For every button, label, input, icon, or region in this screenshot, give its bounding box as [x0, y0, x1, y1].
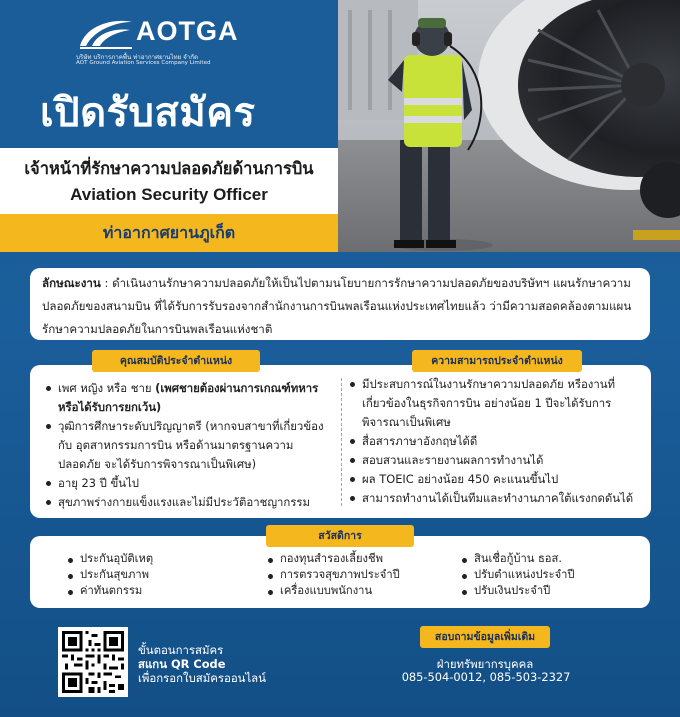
benefits-heading: สวัสดิการ — [266, 525, 414, 547]
brand-subtitle-th: บริษัท บริการภาคพื้น ท่าอากาศยานไทย จำกัด — [76, 54, 199, 61]
officer-photo — [338, 0, 680, 252]
qualifications-card — [30, 365, 340, 518]
aotga-logo-icon — [76, 16, 134, 50]
description-text: : ดำเนินงานรักษาความปลอดภัยให้เป็นไปตามนโยบายการรักษาความปลอดภัยของบริษัทฯ แผนรักษาความปลอดภัยของสนามบิน ที่ได้รับการรับรองจากสำนักงานการบินพลเรือนแห่งประเทศไทยแล้ว ว่ามีความสอดคล้องตามแผนรักษาความปลอดภัยในการบินพลเรือนแห่งชาติ — [42, 276, 632, 336]
contact-heading: สอบถามข้อมูลเพิ่มเติม — [420, 626, 550, 648]
position-title-en: Aviation Security Officer — [70, 185, 268, 204]
apply-instructions — [138, 643, 266, 685]
list-item: ค่าทันตกรรม — [58, 583, 153, 599]
header-panel — [0, 0, 338, 252]
benefits-column-1 — [58, 551, 153, 599]
benefits-column-3 — [452, 551, 575, 599]
list-item: มีประสบการณ์ในงานรักษาความปลอดภัย หรืองานที่เกี่ยวข้องในธุรกิจการบิน อย่างน้อย 1 ปีจะได้รับการพิจารณาเป็นพิเศษ — [340, 375, 651, 432]
brand-subtitle-en: AOT Ground Aviation Services Company Limited — [76, 60, 211, 66]
qr-code[interactable] — [58, 627, 128, 697]
qualifications-list — [36, 379, 336, 512]
list-item: อายุ 23 ปี ขึ้นไป — [36, 474, 336, 493]
contact-phone-numbers[interactable]: 085-504-0012, 085-503-2327 — [401, 670, 571, 684]
apply-step-label: ขั้นตอนการสมัคร — [138, 643, 224, 657]
airport-scene-illustration — [338, 0, 680, 252]
list-item: ปรับตำแหน่งประจำปี — [452, 567, 575, 583]
list-item: วุฒิการศึกษาระดับปริญญาตรี (หากจบสาขาที่เกี่ยวข้องกับ อุตสาหกรรมการบิน หรือด้านมาตรฐานความปลอดภัย จะได้รับการพิจารณาเป็นพิเศษ) — [36, 417, 336, 474]
competencies-heading: ความสามารถประจำตำแหน่ง — [412, 350, 582, 372]
list-item: เพศ หญิง หรือ ชาย (เพศชายต้องผ่านการเกณฑ์ทหารหรือได้รับการยกเว้น) — [36, 379, 336, 417]
list-item: สื่อสารภาษาอังกฤษได้ดี — [340, 432, 651, 451]
list-item: การตรวจสุขภาพประจำปี — [258, 567, 400, 583]
column-divider — [341, 378, 342, 506]
list-item: เครื่องแบบพนักงาน — [258, 583, 400, 599]
location-label: ท่าอากาศยานภูเก็ต — [102, 223, 236, 242]
apply-scan-label: สแกน QR Code — [138, 657, 226, 671]
competencies-card — [340, 365, 651, 518]
list-item: กองทุนสำรองเลี้ยงชีพ — [258, 551, 400, 567]
headline: เปิดรับสมัคร — [40, 90, 256, 136]
company-logo — [76, 14, 256, 66]
qr-code-icon — [62, 631, 124, 693]
list-item: สินเชื่อกู้บ้าน ธอส. — [452, 551, 575, 567]
location-banner — [0, 214, 338, 252]
list-item: ประกันสุขภาพ — [58, 567, 153, 583]
benefits-column-2 — [258, 551, 400, 599]
position-title-th: เจ้าหน้าที่รักษาความปลอดภัยด้านการบิน — [24, 159, 314, 178]
list-item: ปรับเงินประจำปี — [452, 583, 575, 599]
apply-online-label: เพื่อกรอกใบสมัครออนไลน์ — [138, 671, 266, 685]
position-box — [0, 148, 338, 214]
list-item: ประกันอุบัติเหตุ — [58, 551, 153, 567]
list-item: สามารถทำงานได้เป็นทีมและทำงานภาคใต้แรงกดดันได้ — [340, 489, 651, 508]
qualifications-heading: คุณสมบัติประจำตำแหน่ง — [92, 350, 260, 372]
contact-department: ฝ่ายทรัพยากรบุคคล — [436, 657, 534, 671]
job-description-card — [30, 268, 650, 340]
list-item: สุขภาพร่างกายแข็งแรงและไม่มีประวัติอาชญากรรม — [36, 493, 336, 512]
list-item: ผล TOEIC อย่างน้อย 450 คะแนนขึ้นไป — [340, 470, 651, 489]
list-item: สอบสวนและรายงานผลการทำงานได้ — [340, 451, 651, 470]
brand-name: AOTGA — [136, 16, 239, 46]
competencies-list — [340, 375, 651, 508]
description-label: ลักษณะงาน — [42, 276, 101, 290]
